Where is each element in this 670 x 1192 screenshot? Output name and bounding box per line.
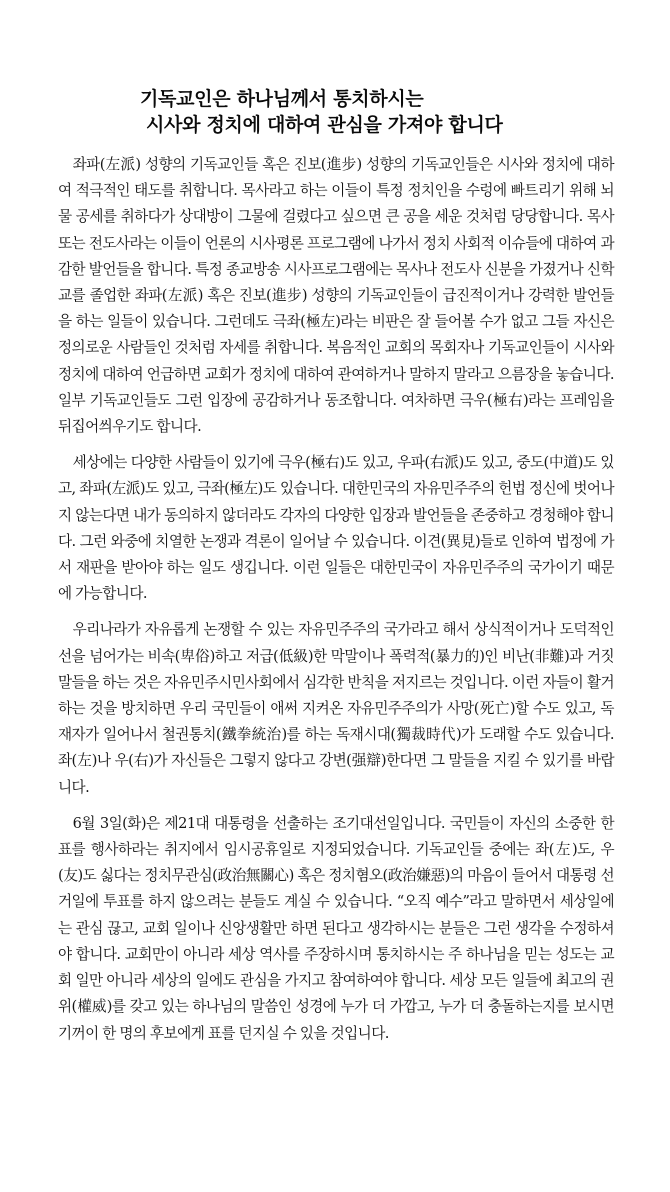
document-body xyxy=(58,152,614,1047)
document-title xyxy=(58,86,614,138)
paragraph-2: 세상에는 다양한 사람들이 있기에 극우(極右)도 있고, 우파(右派)도 있고, 중도(中道)도 있고, 좌파(左派)도 있고, 극좌(極左)도 있습니다. 대한민국의 자유민주주의 헌법 정신에 벗어나지 않는다면 내가 동의하지 않더라도 각자의 다양한 입장과 발언들을 존중하고 경청해야 합니다. 그런 와중에 치열한 논쟁과 격론이 일어날 수 있습니다. 이견(異見)들로 인하여 법정에 가서 재판을 받아야 하는 일도 생깁니다. 이런 일들은 대한민국이 자유민주주의 국가이기 때문에 가능합니다. xyxy=(58,454,614,603)
title-line-2: 시사와 정치에 대하여 관심을 가져야 합니다 xyxy=(146,114,503,136)
title-line-1: 기독교인은 하나님께서 통치하시는 xyxy=(140,88,424,110)
paragraph-1: 좌파(左派) 성향의 기독교인들 혹은 진보(進步) 성향의 기독교인들은 시사와 정치에 대하여 적극적인 태도를 취합니다. 목사라고 하는 이들이 특정 정치인을 수렁에 빠트리기 위해 뇌물 공세를 취하다가 상대방이 그물에 걸렸다고 싶으면 큰 공을 세운 것처럼 당당합니다. 목사 또는 전도사라는 이들이 언론의 시사평론 프로그램에 나가서 정치 사회적 이슈들에 대하여 과감한 발언들을 합니다. 특정 종교방송 시사프로그램에는 목사나 전도사 신분을 가졌거나 신학교를 졸업한 좌파(左派) 혹은 진보(進步) 성향의 기독교인들이 급진적이거나 강력한 발언들을 하는 일들이 있습니다. 그런데도 극좌(極左)라는 비판은 잘 들어볼 수가 없고 그들 자신은 정의로운 사람들인 것처럼 자세를 취합니다. 복음적인 교회의 목회자나 기독교인들이 시사와 정치에 대하여 언급하면 교회가 정치에 대하여 관여하거나 말하지 말라고 으름장을 놓습니다. 일부 기독교인들도 그런 입장에 공감하거나 동조합니다. 여차하면 극우(極右)라는 프레임을 뒤집어씌우기도 합니다. xyxy=(58,156,614,436)
paragraph-4: 6월 3일(화)은 제21대 대통령을 선출하는 조기대선일입니다. 국민들이 자신의 소중한 한 표를 행사하라는 취지에서 임시공휴일로 지정되었습니다. 기독교인들 중에는 좌(左)도, 우(友)도 싫다는 정치무관심(政治無關心) 혹은 정치혐오(政治嫌惡)의 마음이 들어서 대통령 선거일에 투표를 하지 않으려는 분들도 계실 수 있습니다. “오직 예수”라고 말하면서 세상일에는 관심 끊고, 교회 일이나 신앙생활만 하면 된다고 생각하시는 분들은 그런 생각을 수정하셔야 합니다. 교회만이 아니라 세상 역사를 주장하시며 통치하시는 주 하나님을 믿는 성도는 교회 일만 아니라 세상의 일에도 관심을 가지고 참여하여야 합니다. 세상 모든 일들에 최고의 권위(權威)를 갖고 있는 하나님의 말씀인 성경에 누가 더 가깝고, 누가 더 충돌하는지를 보시면 기꺼이 한 명의 후보에게 표를 던지실 수 있을 것입니다. xyxy=(58,814,614,1042)
paragraph-3: 우리나라가 자유롭게 논쟁할 수 있는 자유민주주의 국가라고 해서 상식적이거나 도덕적인 선을 넘어가는 비속(卑俗)하고 저급(低級)한 막말이나 폭력적(暴力的)인 비난(非難)과 거짓말들을 하는 것은 자유민주시민사회에서 심각한 반칙을 저지르는 것입니다. 이런 자들이 활거하는 것을 방치하면 우리 국민들이 애써 지켜온 자유민주주의가 사망(死亡)할 수도 있고, 독재자가 일어나서 철권통치(鐵拳統治)를 하는 독재시대(獨裁時代)가 도래할 수도 있습니다. 좌(左)나 우(右)가 자신들은 그렇지 않다고 강변(强辯)한다면 그 말들을 지킬 수 있기를 바랍니다. xyxy=(58,621,614,796)
